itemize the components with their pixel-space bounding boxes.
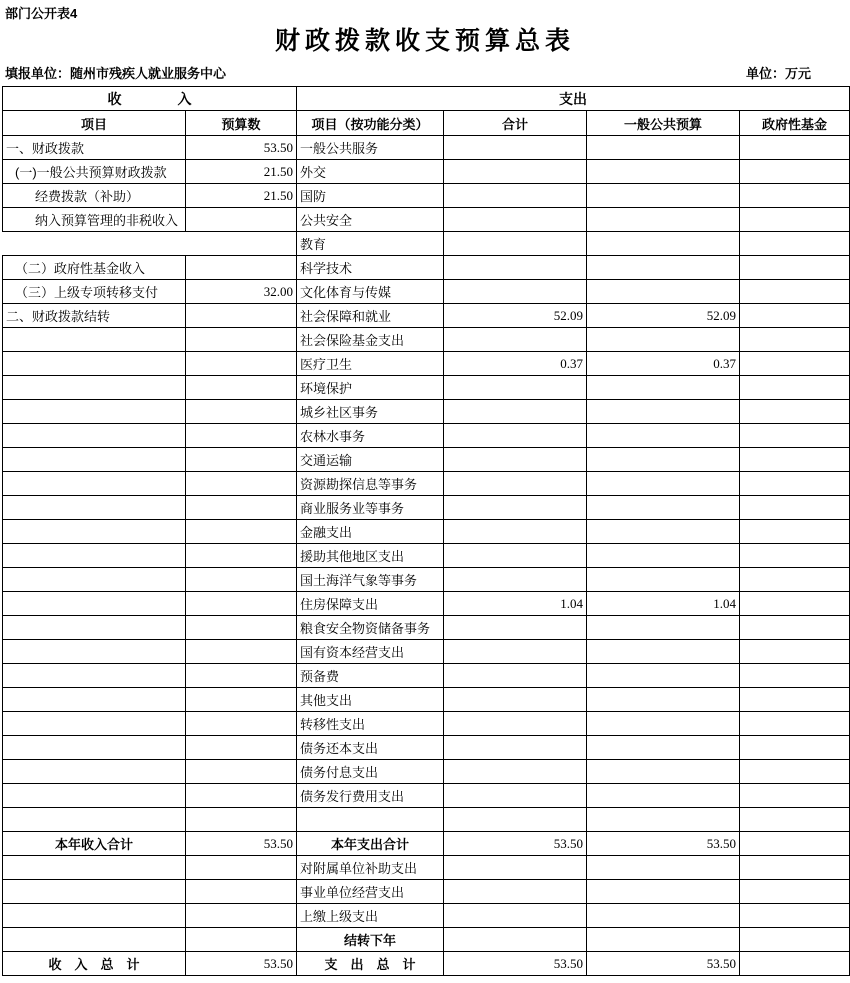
expense-government-fund-cell	[740, 712, 850, 736]
income-amount-cell: 21.50	[186, 160, 297, 184]
reporting-unit-label: 填报单位：随州市残疾人就业服务中心	[5, 66, 227, 81]
expense-total-cell	[444, 376, 587, 400]
expense-total-cell: 1.04	[444, 592, 587, 616]
expense-general-budget-cell: 1.04	[587, 592, 740, 616]
expense-government-fund-cell	[740, 904, 850, 928]
income-amount-cell	[186, 592, 297, 616]
expense-item-cell: 外交	[297, 160, 444, 184]
table-row	[3, 400, 850, 424]
expense-general-budget-cell	[587, 544, 740, 568]
income-item-cell: 一、财政拨款	[3, 136, 186, 160]
income-item-cell	[3, 520, 186, 544]
income-item-cell	[3, 688, 186, 712]
col-header-government-fund: 政府性基金	[740, 111, 850, 136]
expense-item-cell: 上缴上级支出	[297, 904, 444, 928]
table-row	[3, 952, 850, 976]
expense-government-fund-cell	[740, 256, 850, 280]
income-amount-cell	[186, 328, 297, 352]
expense-item-cell: 资源勘探信息等事务	[297, 472, 444, 496]
income-item-cell	[3, 640, 186, 664]
income-item-cell	[3, 544, 186, 568]
col-header-total: 合计	[444, 111, 587, 136]
expense-general-budget-cell	[587, 616, 740, 640]
income-amount-cell	[186, 496, 297, 520]
expense-general-budget-cell	[587, 712, 740, 736]
income-item-cell	[3, 904, 186, 928]
income-item-cell: （三）上级专项转移支付	[3, 280, 186, 304]
expense-general-budget-cell	[587, 256, 740, 280]
table-row	[3, 472, 850, 496]
col-header-general-public-budget: 一般公共预算	[587, 111, 740, 136]
expense-total-cell	[444, 280, 587, 304]
table-column-header-row	[3, 111, 850, 136]
income-item-cell: （二）政府性基金收入	[3, 256, 186, 280]
income-item-cell: 经费拨款（补助）	[3, 184, 186, 208]
expense-government-fund-cell	[740, 136, 850, 160]
expense-government-fund-cell	[740, 568, 850, 592]
expense-item-cell: 商业服务业等事务	[297, 496, 444, 520]
income-amount-cell	[186, 616, 297, 640]
expense-total-cell	[444, 904, 587, 928]
expense-government-fund-cell	[740, 424, 850, 448]
table-row	[3, 544, 850, 568]
table-row	[3, 232, 850, 256]
expense-total-cell	[444, 568, 587, 592]
expense-total-cell	[444, 520, 587, 544]
income-amount-cell	[186, 880, 297, 904]
expense-general-budget-cell	[587, 664, 740, 688]
income-item-cell	[3, 376, 186, 400]
expense-government-fund-cell	[740, 760, 850, 784]
income-item-cell	[3, 232, 186, 256]
meta-row	[0, 66, 850, 82]
col-header-budget-amount: 预算数	[186, 111, 297, 136]
expense-government-fund-cell	[740, 520, 850, 544]
expense-item-cell: 文化体育与传媒	[297, 280, 444, 304]
expense-government-fund-cell	[740, 160, 850, 184]
table-row	[3, 280, 850, 304]
expense-total-cell	[444, 808, 587, 832]
income-amount-cell	[186, 736, 297, 760]
income-amount-cell	[186, 376, 297, 400]
expense-government-fund-cell	[740, 688, 850, 712]
expense-general-budget-cell	[587, 184, 740, 208]
income-item-cell: 二、财政拨款结转	[3, 304, 186, 328]
expense-total-cell	[444, 496, 587, 520]
expense-group-header: 支出	[297, 87, 850, 111]
expense-total-cell	[444, 160, 587, 184]
expense-general-budget-cell	[587, 448, 740, 472]
income-amount-cell	[186, 808, 297, 832]
income-amount-cell	[186, 256, 297, 280]
income-amount-cell	[186, 208, 297, 232]
table-row	[3, 616, 850, 640]
expense-general-budget-cell	[587, 472, 740, 496]
income-amount-cell	[186, 712, 297, 736]
expense-total-cell	[444, 760, 587, 784]
income-amount-cell	[186, 904, 297, 928]
expense-government-fund-cell	[740, 640, 850, 664]
table-row	[3, 376, 850, 400]
table-row	[3, 448, 850, 472]
expense-government-fund-cell	[740, 352, 850, 376]
income-amount-cell	[186, 928, 297, 952]
table-row	[3, 664, 850, 688]
expense-total-cell	[444, 928, 587, 952]
expense-total-cell	[444, 736, 587, 760]
table-row	[3, 328, 850, 352]
income-item-cell	[3, 808, 186, 832]
expense-item-cell: 金融支出	[297, 520, 444, 544]
income-item-cell	[3, 712, 186, 736]
expense-government-fund-cell	[740, 952, 850, 976]
expense-general-budget-cell	[587, 784, 740, 808]
income-item-cell: 本年收入合计	[3, 832, 186, 856]
expense-government-fund-cell	[740, 928, 850, 952]
expense-government-fund-cell	[740, 808, 850, 832]
income-item-cell	[3, 760, 186, 784]
income-amount-cell	[186, 232, 297, 256]
expense-total-cell	[444, 856, 587, 880]
income-item-cell	[3, 856, 186, 880]
income-amount-cell	[186, 760, 297, 784]
table-row	[3, 688, 850, 712]
income-amount-cell	[186, 352, 297, 376]
income-amount-cell: 53.50	[186, 952, 297, 976]
expense-general-budget-cell	[587, 400, 740, 424]
expense-general-budget-cell: 53.50	[587, 832, 740, 856]
expense-government-fund-cell	[740, 376, 850, 400]
income-amount-cell	[186, 304, 297, 328]
table-row	[3, 136, 850, 160]
expense-total-cell: 53.50	[444, 832, 587, 856]
income-amount-cell: 53.50	[186, 136, 297, 160]
expense-total-cell	[444, 472, 587, 496]
expense-total-cell	[444, 328, 587, 352]
expense-total-cell: 53.50	[444, 952, 587, 976]
expense-government-fund-cell	[740, 832, 850, 856]
table-row	[3, 304, 850, 328]
expense-item-cell: 一般公共服务	[297, 136, 444, 160]
expense-government-fund-cell	[740, 400, 850, 424]
table-row	[3, 496, 850, 520]
expense-item-cell: 债务发行费用支出	[297, 784, 444, 808]
expense-general-budget-cell	[587, 280, 740, 304]
table-row	[3, 160, 850, 184]
income-amount-cell	[186, 424, 297, 448]
expense-total-cell: 52.09	[444, 304, 587, 328]
income-item-cell	[3, 496, 186, 520]
income-item-cell	[3, 472, 186, 496]
expense-item-cell: 环境保护	[297, 376, 444, 400]
expense-item-cell: 预备费	[297, 664, 444, 688]
expense-item-cell: 转移性支出	[297, 712, 444, 736]
table-row	[3, 424, 850, 448]
expense-total-cell	[444, 424, 587, 448]
income-item-cell	[3, 784, 186, 808]
expense-item-cell: 事业单位经营支出	[297, 880, 444, 904]
expense-item-cell: 对附属单位补助支出	[297, 856, 444, 880]
table-row	[3, 904, 850, 928]
expense-item-cell: 教育	[297, 232, 444, 256]
income-amount-cell	[186, 472, 297, 496]
expense-government-fund-cell	[740, 448, 850, 472]
expense-government-fund-cell	[740, 856, 850, 880]
income-amount-cell: 21.50	[186, 184, 297, 208]
table-row	[3, 736, 850, 760]
income-item-cell: 纳入预算管理的非税收入	[3, 208, 186, 232]
expense-item-cell: 援助其他地区支出	[297, 544, 444, 568]
expense-item-cell: 住房保障支出	[297, 592, 444, 616]
expense-general-budget-cell	[587, 160, 740, 184]
table-row	[3, 568, 850, 592]
expense-general-budget-cell	[587, 760, 740, 784]
income-amount-cell	[186, 448, 297, 472]
expense-item-cell: 支 出 总 计	[297, 952, 444, 976]
col-header-income-item: 项目	[3, 111, 186, 136]
income-item-cell	[3, 424, 186, 448]
expense-government-fund-cell	[740, 592, 850, 616]
expense-total-cell	[444, 640, 587, 664]
expense-total-cell	[444, 784, 587, 808]
table-row	[3, 208, 850, 232]
table-row	[3, 856, 850, 880]
table-row	[3, 184, 850, 208]
expense-general-budget-cell	[587, 232, 740, 256]
income-amount-cell	[186, 688, 297, 712]
income-item-cell	[3, 592, 186, 616]
expense-item-cell: 交通运输	[297, 448, 444, 472]
expense-general-budget-cell	[587, 856, 740, 880]
income-item-cell	[3, 352, 186, 376]
expense-government-fund-cell	[740, 616, 850, 640]
income-amount-cell: 32.00	[186, 280, 297, 304]
expense-item-cell: 公共安全	[297, 208, 444, 232]
page-title: 财政拨款收支预算总表	[274, 28, 575, 55]
table-row	[3, 808, 850, 832]
expense-item-cell: 债务付息支出	[297, 760, 444, 784]
expense-item-cell: 粮食安全物资储备事务	[297, 616, 444, 640]
income-amount-cell	[186, 856, 297, 880]
table-row	[3, 784, 850, 808]
table-group-header-row	[3, 87, 850, 111]
income-group-header: 收 入	[3, 87, 297, 111]
expense-total-cell	[444, 256, 587, 280]
income-item-cell	[3, 448, 186, 472]
expense-general-budget-cell	[587, 808, 740, 832]
income-amount-cell	[186, 544, 297, 568]
expense-general-budget-cell	[587, 736, 740, 760]
unit-note-label: 单位：万元	[745, 66, 811, 81]
expense-government-fund-cell	[740, 880, 850, 904]
expense-total-cell	[444, 688, 587, 712]
expense-government-fund-cell	[740, 184, 850, 208]
expense-general-budget-cell: 0.37	[587, 352, 740, 376]
income-item-cell: (一)一般公共预算财政拨款	[3, 160, 186, 184]
expense-government-fund-cell	[740, 304, 850, 328]
expense-general-budget-cell: 52.09	[587, 304, 740, 328]
expense-total-cell	[444, 712, 587, 736]
table-row	[3, 592, 850, 616]
income-amount-cell	[186, 400, 297, 424]
table-row	[3, 352, 850, 376]
expense-general-budget-cell	[587, 496, 740, 520]
expense-item-cell: 债务还本支出	[297, 736, 444, 760]
income-amount-cell	[186, 640, 297, 664]
expense-government-fund-cell	[740, 784, 850, 808]
expense-item-cell: 结转下年	[297, 928, 444, 952]
table-row	[3, 760, 850, 784]
income-item-cell	[3, 880, 186, 904]
expense-item-cell: 其他支出	[297, 688, 444, 712]
expense-government-fund-cell	[740, 496, 850, 520]
expense-total-cell	[444, 136, 587, 160]
expense-item-cell: 国土海洋气象等事务	[297, 568, 444, 592]
expense-item-cell	[297, 808, 444, 832]
expense-general-budget-cell	[587, 328, 740, 352]
expense-government-fund-cell	[740, 328, 850, 352]
expense-item-cell: 科学技术	[297, 256, 444, 280]
table-row	[3, 640, 850, 664]
income-item-cell	[3, 928, 186, 952]
table-row	[3, 712, 850, 736]
income-item-cell	[3, 328, 186, 352]
income-amount-cell	[186, 520, 297, 544]
expense-general-budget-cell	[587, 424, 740, 448]
expense-item-cell: 社会保障和就业	[297, 304, 444, 328]
expense-general-budget-cell	[587, 208, 740, 232]
income-amount-cell	[186, 568, 297, 592]
expense-item-cell: 国防	[297, 184, 444, 208]
expense-general-budget-cell	[587, 904, 740, 928]
income-amount-cell	[186, 784, 297, 808]
expense-general-budget-cell	[587, 880, 740, 904]
expense-total-cell	[444, 184, 587, 208]
expense-government-fund-cell	[740, 664, 850, 688]
expense-general-budget-cell	[587, 928, 740, 952]
expense-general-budget-cell	[587, 376, 740, 400]
table-row	[3, 928, 850, 952]
expense-general-budget-cell	[587, 568, 740, 592]
expense-total-cell	[444, 208, 587, 232]
expense-government-fund-cell	[740, 208, 850, 232]
expense-total-cell	[444, 616, 587, 640]
table-row	[3, 880, 850, 904]
expense-government-fund-cell	[740, 232, 850, 256]
expense-item-cell: 医疗卫生	[297, 352, 444, 376]
expense-item-cell: 农林水事务	[297, 424, 444, 448]
budget-table	[2, 86, 850, 976]
col-header-expense-item: 项目（按功能分类）	[297, 111, 444, 136]
expense-total-cell	[444, 544, 587, 568]
expense-item-cell: 本年支出合计	[297, 832, 444, 856]
table-row	[3, 256, 850, 280]
expense-government-fund-cell	[740, 472, 850, 496]
expense-item-cell: 国有资本经营支出	[297, 640, 444, 664]
income-item-cell	[3, 400, 186, 424]
income-item-cell	[3, 568, 186, 592]
table-body	[3, 136, 850, 976]
income-item-cell: 收 入 总 计	[3, 952, 186, 976]
expense-item-cell: 城乡社区事务	[297, 400, 444, 424]
expense-government-fund-cell	[740, 736, 850, 760]
income-item-cell	[3, 616, 186, 640]
expense-general-budget-cell	[587, 136, 740, 160]
doc-label: 部门公开表4	[5, 6, 78, 21]
income-amount-cell	[186, 664, 297, 688]
expense-total-cell	[444, 448, 587, 472]
expense-general-budget-cell: 53.50	[587, 952, 740, 976]
table-row	[3, 520, 850, 544]
expense-government-fund-cell	[740, 544, 850, 568]
table-row	[3, 832, 850, 856]
expense-total-cell	[444, 664, 587, 688]
expense-total-cell: 0.37	[444, 352, 587, 376]
expense-general-budget-cell	[587, 520, 740, 544]
expense-total-cell	[444, 400, 587, 424]
expense-government-fund-cell	[740, 280, 850, 304]
expense-total-cell	[444, 232, 587, 256]
expense-general-budget-cell	[587, 688, 740, 712]
income-amount-cell: 53.50	[186, 832, 297, 856]
expense-general-budget-cell	[587, 640, 740, 664]
expense-total-cell	[444, 880, 587, 904]
income-item-cell	[3, 736, 186, 760]
expense-item-cell: 社会保险基金支出	[297, 328, 444, 352]
income-item-cell	[3, 664, 186, 688]
